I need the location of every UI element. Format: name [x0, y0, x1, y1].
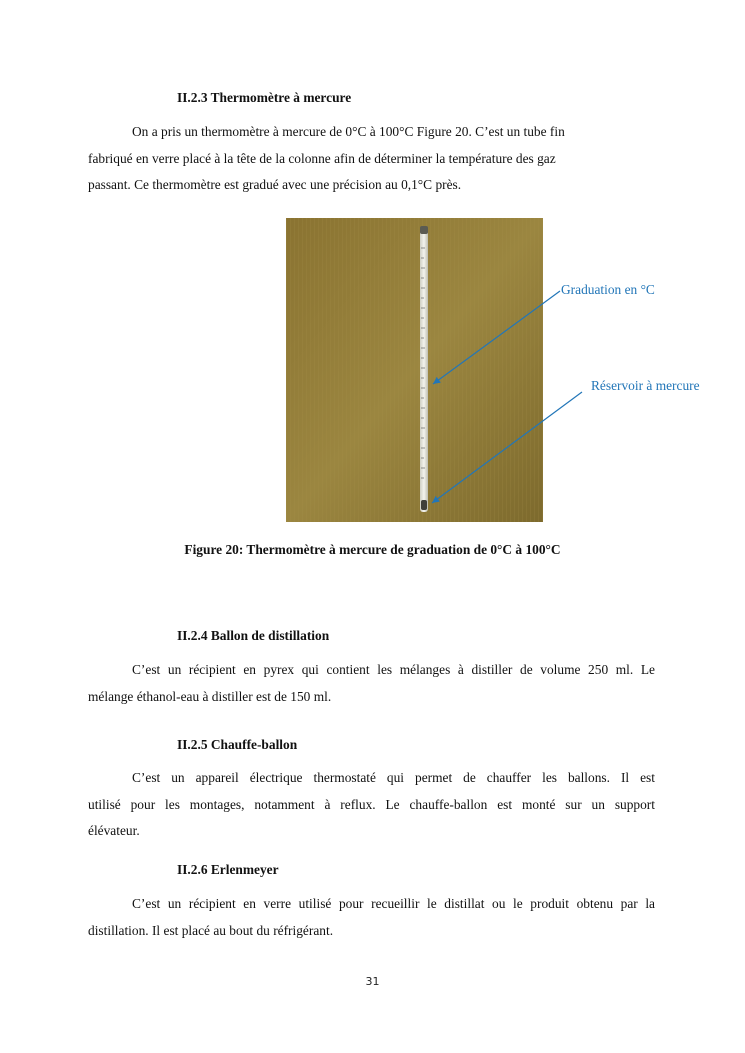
paragraph-flask [88, 657, 655, 710]
section-heading-erlenmeyer: II.2.6 Erlenmeyer [177, 862, 279, 877]
paragraph-heater [88, 765, 655, 845]
paragraph-line: élévateur. [88, 823, 140, 838]
thermometer-photo [286, 218, 543, 522]
paragraph-line: On a pris un thermomètre à mercure de 0°C à 100°C Figure 20. C’est un tube fin [132, 124, 565, 139]
paragraph-line: passant. Ce thermomètre est gradué avec une précision au 0,1°C près. [88, 177, 462, 192]
paragraph-thermometer [88, 119, 655, 199]
thermometer-tube [420, 230, 428, 512]
paragraph-line: C’est un récipient en verre utilisé pour recueillir le distillat ou le produit obtenu par la [132, 896, 655, 911]
figure-caption: Figure 20: Thermomètre à mercure de graduation de 0°C à 100°C [184, 542, 561, 557]
page-number: 31 [365, 975, 380, 988]
paragraph-line: fabriqué en verre placé à la tête de la colonne afin de déterminer la température des gaz [88, 150, 556, 166]
thermometer-photo-drawing [286, 218, 543, 522]
paragraph-erlenmeyer [88, 891, 655, 944]
mercury-reservoir [421, 500, 427, 510]
paragraph-line: distillation. Il est placé au bout du réfrigérant. [88, 922, 334, 938]
callout-reservoir: Réservoir à mercure [591, 378, 700, 393]
paragraph-line: utilisé pour les montages, notamment à reflux. Le chauffe-ballon est monté sur un support [88, 796, 655, 812]
section-heading-thermometer: II.2.3 Thermomètre à mercure [177, 90, 352, 105]
paragraph-line: C’est un appareil électrique thermostaté qui permet de chauffer les ballons. Il est [132, 770, 655, 785]
paragraph-line: mélange éthanol-eau à distiller est de 150 ml. [88, 688, 332, 704]
section-heading-heater: II.2.5 Chauffe-ballon [177, 737, 298, 752]
callout-graduation: Graduation en °C [561, 282, 655, 297]
paragraph-line: C’est un récipient en pyrex qui contient les mélanges à distiller de volume 250 ml. Le [132, 662, 655, 677]
section-heading-flask: II.2.4 Ballon de distillation [177, 628, 330, 643]
